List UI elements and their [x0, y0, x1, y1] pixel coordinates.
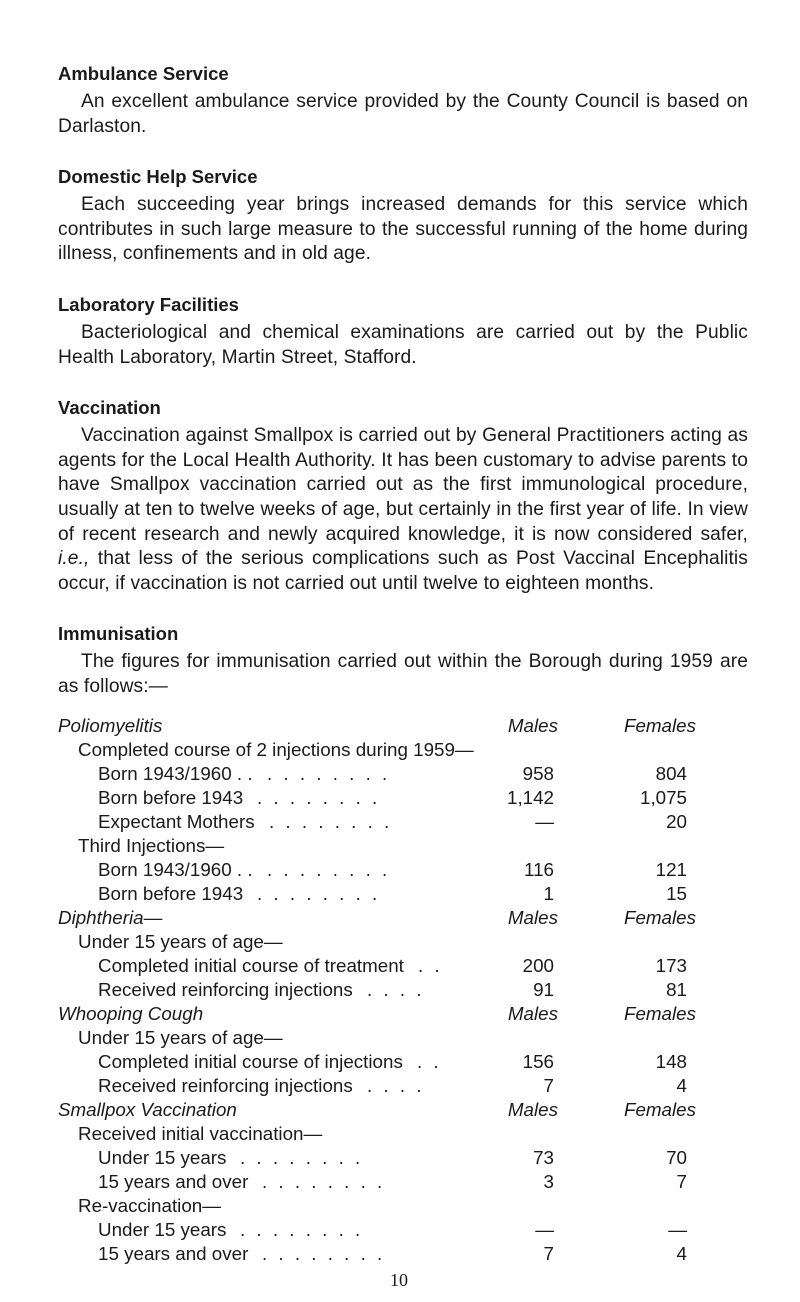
immunisation-table	[58, 714, 748, 1266]
row-label: Completed initial course of treatment	[98, 954, 404, 976]
section-vaccination	[58, 396, 748, 596]
males-value: 3	[543, 1170, 554, 1192]
text-italic: i.e.,	[58, 548, 90, 570]
table-category-row	[58, 906, 748, 930]
males-value: —	[535, 1218, 554, 1240]
leader-dots: . . . .	[367, 978, 425, 1000]
section-ambulance	[58, 62, 748, 139]
section-heading: Domestic Help Service	[58, 166, 258, 188]
section-text	[58, 424, 748, 596]
males-value: 200	[522, 954, 554, 976]
males-header: Males	[507, 1098, 558, 1120]
leader-dots: . . . . . . . .	[262, 1170, 386, 1192]
table-category-row	[58, 1002, 748, 1026]
males-header: Males	[507, 1002, 558, 1024]
row-label: Under 15 years of age—	[78, 930, 283, 952]
table-subheading-row	[58, 834, 748, 858]
table-subheading-row	[58, 738, 748, 762]
section-heading: Ambulance Service	[58, 63, 229, 84]
section-text: Each succeeding year brings increased demands for this service which contributes in such large measure to the successful running of the home during illness, confinements and in old age.	[58, 194, 748, 265]
table-subheading-row	[58, 1194, 748, 1218]
males-header: Males	[507, 714, 558, 736]
row-label: Completed course of 2 injections during 1959—	[78, 738, 474, 760]
females-value: 7	[676, 1170, 687, 1192]
females-value: 4	[676, 1242, 687, 1264]
section-heading: Vaccination	[58, 397, 161, 419]
row-label: Born 1943/1960 . .	[98, 858, 253, 880]
leader-dots: . . . . . . . .	[267, 858, 391, 880]
leader-dots: . . . . . . . .	[269, 810, 393, 832]
females-value: 148	[655, 1050, 687, 1072]
females-value: 70	[666, 1146, 687, 1168]
table-row	[58, 1146, 748, 1170]
row-label: Expectant Mothers	[98, 810, 255, 832]
row-label: 15 years and over	[98, 1170, 249, 1192]
females-header: Females	[623, 1002, 696, 1024]
leader-dots: . .	[418, 954, 443, 976]
table-row	[58, 762, 748, 786]
males-value: 958	[522, 762, 554, 784]
section-text: The figures for immunisation carried out within the Borough during 1959 are as follows:—	[58, 651, 748, 697]
document-page	[58, 62, 748, 1266]
leader-dots: . . . . . . . .	[257, 786, 381, 808]
section-text: Bacteriological and chemical examinations are carried out by the Public Health Laboratory, Martin Street, Stafford.	[58, 321, 748, 368]
table-row	[58, 1218, 748, 1242]
females-value: 1,075	[640, 786, 687, 808]
males-value: 1,142	[507, 786, 554, 808]
row-label: Whooping Cough	[58, 1002, 204, 1024]
page-number: 10	[390, 1270, 408, 1290]
row-label: Under 15 years of age—	[78, 1026, 283, 1048]
table-row	[58, 1170, 748, 1194]
females-value: 81	[666, 978, 687, 1000]
females-header: Females	[623, 714, 696, 736]
table-subheading-row	[58, 1122, 748, 1146]
table-row	[58, 978, 748, 1002]
males-value: 7	[543, 1242, 554, 1264]
table-row	[58, 954, 748, 978]
leader-dots: . . . . . . . .	[262, 1242, 386, 1264]
females-value: 804	[655, 762, 687, 784]
table-row	[58, 882, 748, 906]
leader-dots: . . . .	[367, 1074, 425, 1096]
row-label: Completed initial course of injections	[98, 1050, 403, 1072]
table-row	[58, 858, 748, 882]
males-value: —	[535, 810, 554, 832]
females-value: 173	[655, 954, 687, 976]
table-row	[58, 1050, 748, 1074]
females-value: 20	[666, 810, 687, 832]
females-value: 4	[676, 1074, 687, 1096]
females-value: 15	[666, 882, 687, 904]
section-immunisation	[58, 622, 748, 699]
text-after: that less of the serious complications such as Post Vaccinal Encephalitis occur, if vaccination is not carried out until twelve to eighteen months.	[58, 548, 748, 594]
row-label: Under 15 years	[98, 1218, 227, 1240]
table-category-row	[58, 1098, 748, 1122]
leader-dots: . . . . . . . .	[240, 1218, 364, 1240]
section-heading: Laboratory Facilities	[58, 293, 239, 315]
table-row	[58, 1074, 748, 1098]
row-label: Poliomyelitis	[58, 714, 163, 736]
row-label: Received reinforcing injections	[98, 978, 353, 1000]
table-row	[58, 810, 748, 834]
section-heading: Immunisation	[58, 623, 179, 645]
table-subheading-row	[58, 1026, 748, 1050]
row-label: Third Injections—	[78, 834, 225, 856]
table-category-row	[58, 714, 748, 738]
females-header: Females	[623, 1098, 696, 1120]
leader-dots: . . . . . . . .	[240, 1146, 364, 1168]
section-laboratory	[58, 293, 748, 370]
section-domestic-help	[58, 165, 748, 267]
text-before: Vaccination against Smallpox is carried out by General Practitioners acting as agents for the Local Health Authority. It has been customary to advise parents to have Smallpox vaccination carried out as the first immunological procedure, usually at ten to twelve weeks of age, but certainly in the first year of life. In view of recent research and newly acquired knowledge, it is now considered safer,	[58, 425, 748, 545]
males-value: 91	[533, 978, 554, 1000]
row-label: Smallpox Vaccination	[58, 1098, 237, 1120]
males-value: 1	[543, 882, 554, 904]
males-header: Males	[507, 906, 558, 928]
table-row	[58, 1242, 748, 1266]
females-value: —	[668, 1218, 687, 1240]
leader-dots: . . . . . . . .	[257, 882, 381, 904]
row-label: Re-vaccination—	[78, 1194, 222, 1216]
row-label: Under 15 years	[98, 1146, 227, 1168]
males-value: 156	[522, 1050, 554, 1072]
section-text: An excellent ambulance service provided by the County Council is based on Darlaston.	[58, 91, 748, 137]
row-label: Received reinforcing injections	[98, 1074, 353, 1096]
row-label: Received initial vaccination—	[78, 1122, 323, 1144]
row-label: Born before 1943	[98, 786, 244, 808]
row-label: Born 1943/1960 . .	[98, 762, 253, 784]
leader-dots: . .	[417, 1050, 442, 1072]
females-header: Females	[623, 906, 696, 928]
row-label: 15 years and over	[98, 1242, 249, 1264]
males-value: 7	[543, 1074, 554, 1096]
males-value: 73	[533, 1146, 554, 1168]
leader-dots: . . . . . . . .	[267, 762, 391, 784]
table-subheading-row	[58, 930, 748, 954]
row-label: Born before 1943	[98, 882, 244, 904]
males-value: 116	[524, 858, 554, 880]
females-value: 121	[655, 858, 687, 880]
table-row	[58, 786, 748, 810]
row-label: Diphtheria—	[58, 906, 163, 928]
